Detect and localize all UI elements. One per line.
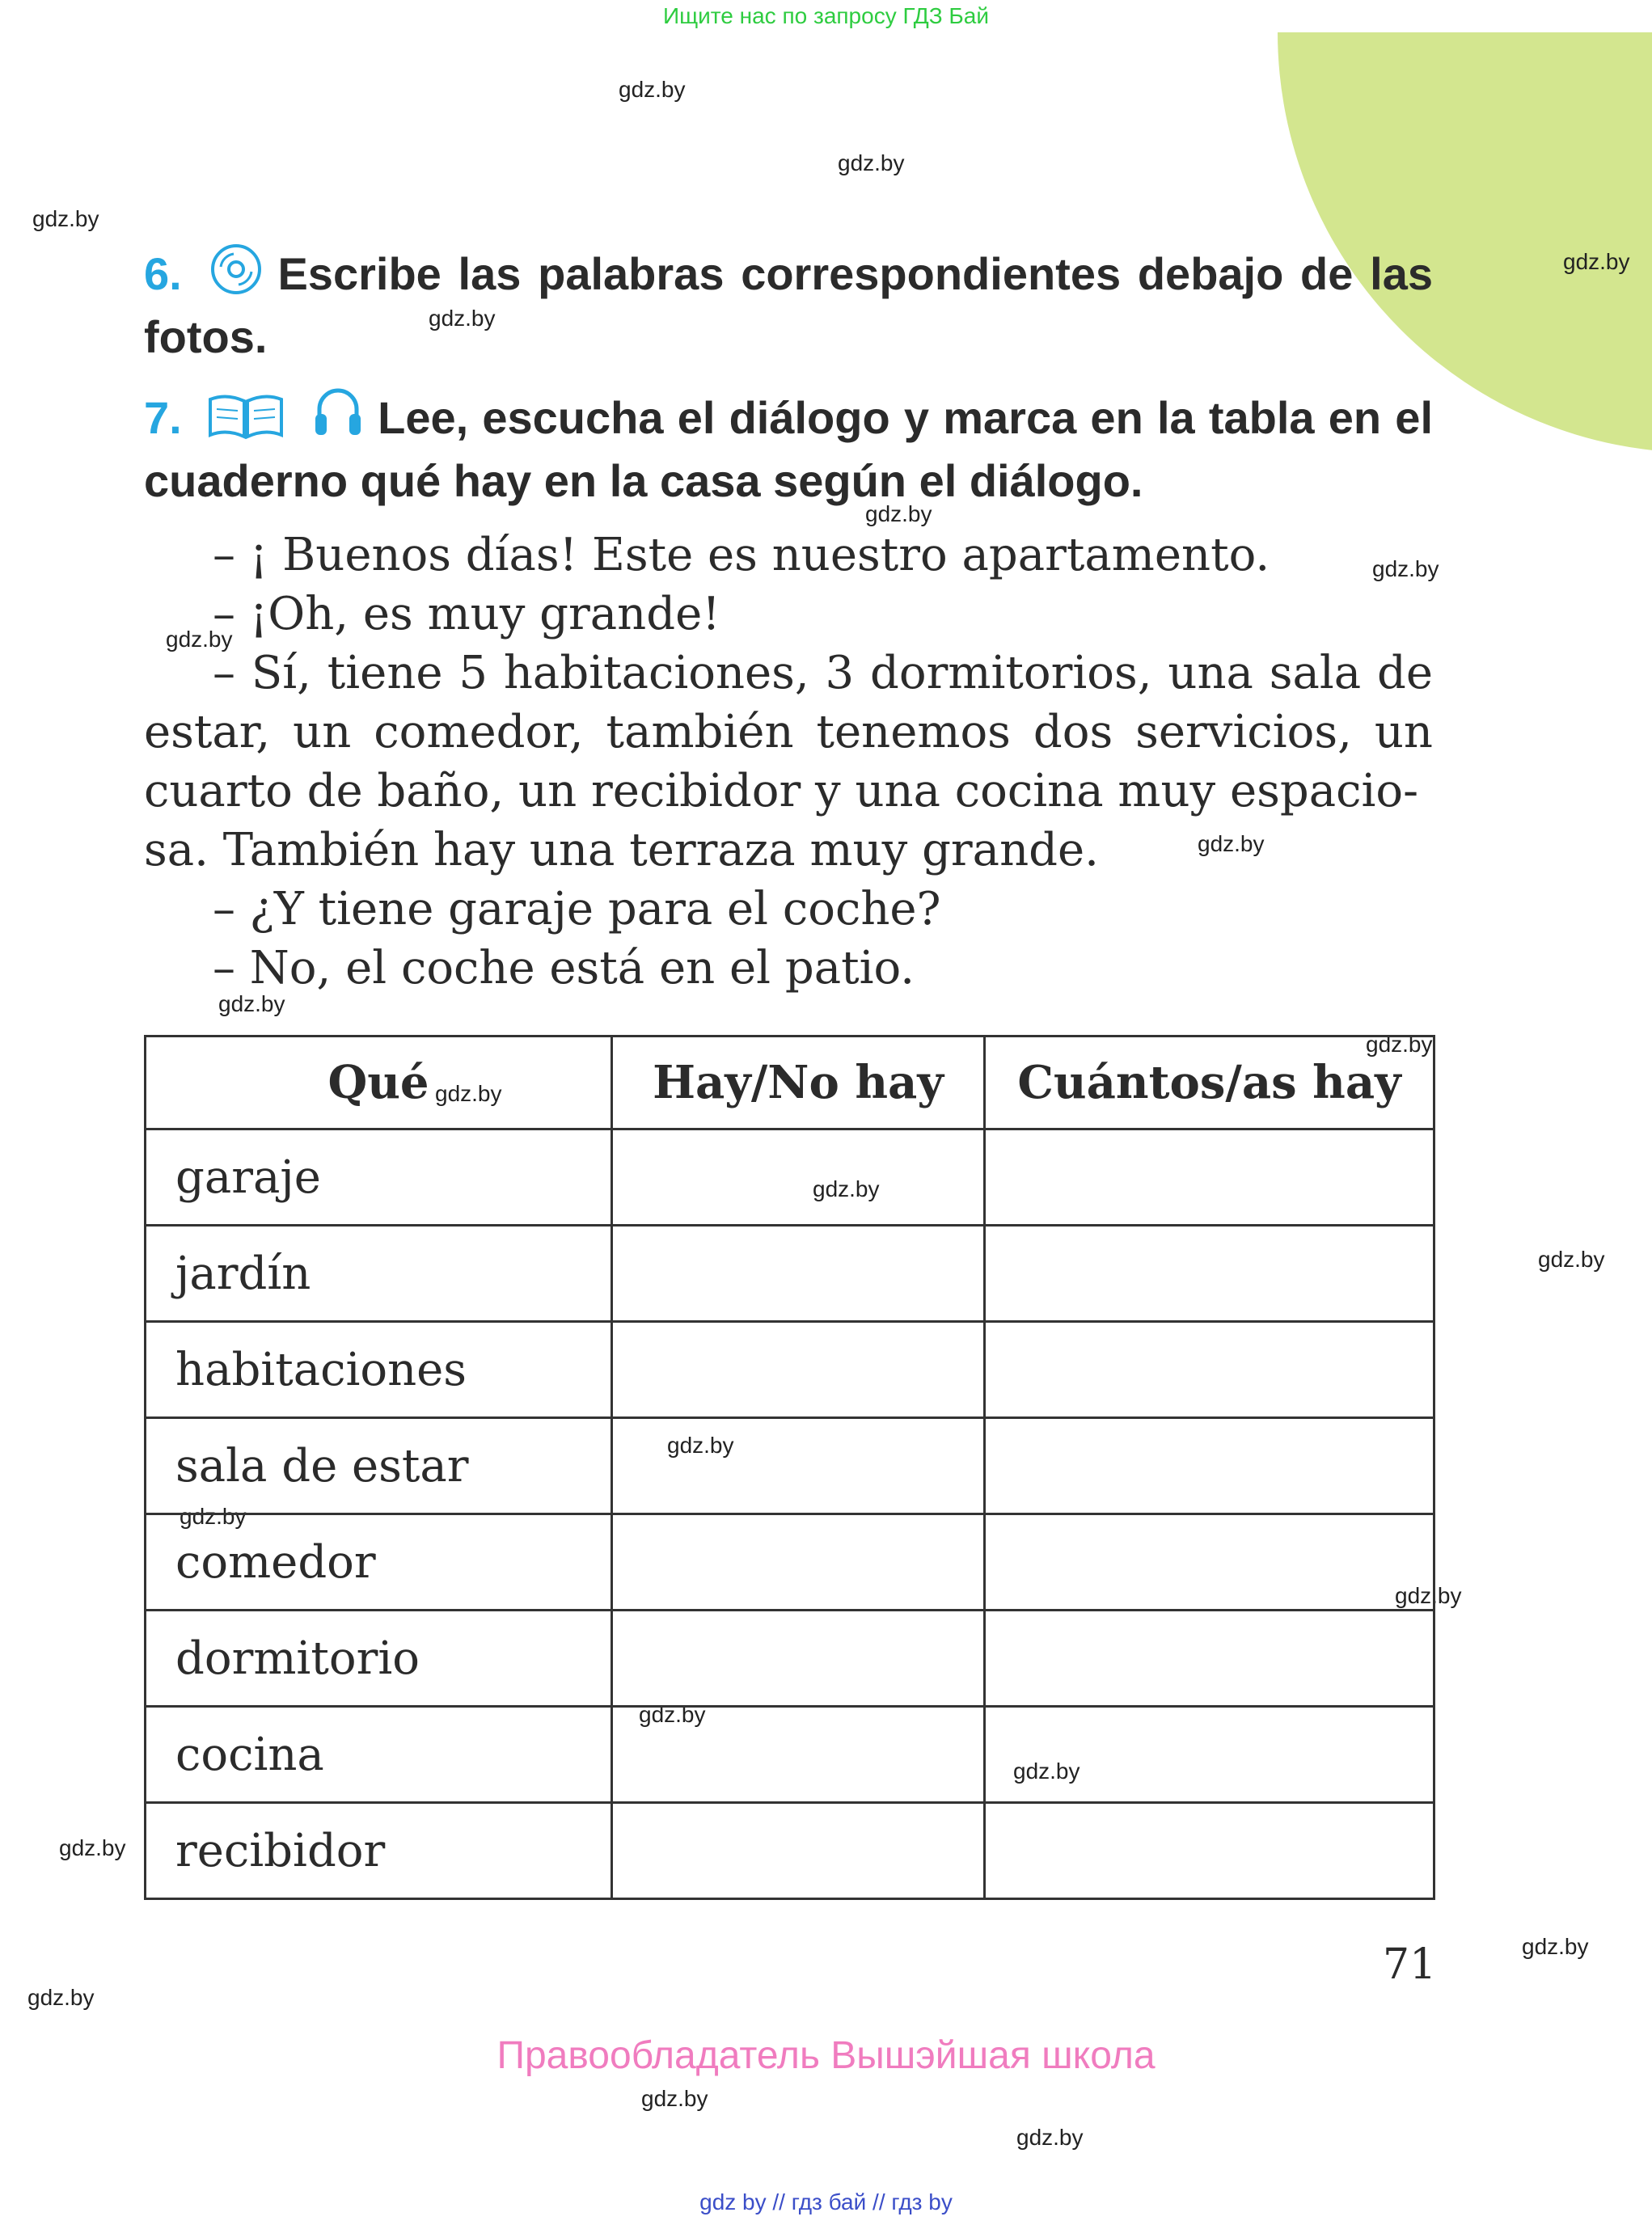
- table-row: [146, 1226, 1434, 1322]
- empty-cell: [985, 1707, 1434, 1803]
- top-banner[interactable]: Ищите нас по запросу ГДЗ Бай: [662, 3, 990, 28]
- empty-cell: [985, 1803, 1434, 1899]
- table-row: [146, 1418, 1434, 1514]
- task-7: [144, 383, 1433, 509]
- row-label: cocina: [146, 1707, 612, 1803]
- dialogue-line: – No, el coche está en el patio.: [213, 942, 915, 994]
- headphones-icon: [313, 383, 363, 453]
- column-header-cuantos: Cuántos/as hay: [985, 1037, 1434, 1129]
- empty-cell: [612, 1418, 985, 1514]
- watermark: gdz.by: [813, 1176, 880, 1201]
- watermark: gdz.by: [1366, 1032, 1433, 1057]
- table-row: [146, 1129, 1434, 1226]
- empty-cell: [985, 1322, 1434, 1418]
- row-label: dormitorio: [146, 1611, 612, 1707]
- watermark: gdz.by: [1198, 831, 1265, 856]
- dialogue-line: – ¡ Buenos días! Este es nuestro apartamento.: [213, 529, 1270, 581]
- watermark: gdz.by: [1563, 249, 1630, 274]
- watermark: gdz.by: [1395, 1583, 1462, 1608]
- watermark: gdz.by: [32, 206, 99, 231]
- empty-cell: [612, 1226, 985, 1322]
- watermark: gdz.by: [1016, 2125, 1084, 2150]
- task-6: [144, 243, 1433, 365]
- row-label: comedor: [146, 1514, 612, 1611]
- dialogue-line: – ¿Y tiene garaje para el coche?: [213, 883, 941, 935]
- row-label: jardín: [146, 1226, 612, 1322]
- dialogue-line: – Sí, tiene 5 habitaciones, 3 dormitorios, una sala de estar, un comedor, también tenemos dos servicios, un cuarto de baño, un recibidor y una cocina muy espacio-: [144, 647, 1433, 817]
- table-row: [146, 1611, 1434, 1707]
- copyright-notice: Правообладатель Вышэйшая школа: [496, 2034, 1156, 2077]
- dialogue-line: – ¡Oh, es muy grande!: [213, 588, 720, 640]
- row-label: habitaciones: [146, 1322, 612, 1418]
- task-number: 7.: [144, 392, 182, 443]
- watermark: gdz.by: [59, 1835, 126, 1860]
- empty-cell: [985, 1418, 1434, 1514]
- empty-cell: [985, 1226, 1434, 1322]
- dialogue-text: [144, 526, 1433, 998]
- task-text: Lee, escucha el diálogo y marca en la tabla en el cuaderno qué hay en la casa según el diálogo.: [144, 392, 1434, 506]
- empty-cell: [612, 1514, 985, 1611]
- row-label: recibidor: [146, 1803, 612, 1899]
- task-number: 6.: [144, 248, 182, 299]
- row-label: garaje: [146, 1129, 612, 1226]
- column-header-hay: Hay/No hay: [612, 1037, 985, 1129]
- cd-disc-icon: [209, 243, 263, 309]
- watermark: gdz.by: [166, 627, 233, 652]
- watermark: gdz.by: [667, 1433, 734, 1458]
- watermark: gdz.by: [865, 501, 932, 526]
- watermark: gdz.by: [1372, 556, 1439, 581]
- watermark: gdz.by: [619, 77, 686, 102]
- watermark: gdz.by: [639, 1702, 706, 1727]
- footer-links[interactable]: gdz by // гдз бай // гдз by: [699, 2189, 953, 2214]
- answer-table: [144, 1035, 1435, 1900]
- watermark: gdz.by: [429, 306, 496, 331]
- task-text: Escribe las palabras correspondientes debajo de las fotos.: [144, 248, 1433, 362]
- dialogue-line: sa. También hay una terraza muy grande.: [144, 824, 1099, 876]
- column-header-que: Qué: [146, 1037, 612, 1129]
- watermark: gdz.by: [641, 2086, 708, 2111]
- table-row: [146, 1803, 1434, 1899]
- watermark: gdz.by: [1522, 1934, 1589, 1959]
- row-label: sala de estar: [146, 1418, 612, 1514]
- empty-cell: [985, 1611, 1434, 1707]
- empty-cell: [612, 1611, 985, 1707]
- table-row: [146, 1707, 1434, 1803]
- table-header-row: [146, 1037, 1434, 1129]
- empty-cell: [985, 1129, 1434, 1226]
- empty-cell: [612, 1129, 985, 1226]
- watermark: gdz.by: [1013, 1758, 1080, 1784]
- watermark: gdz.by: [27, 1985, 95, 2010]
- empty-cell: [985, 1514, 1434, 1611]
- empty-cell: [612, 1707, 985, 1803]
- watermark: gdz.by: [838, 150, 905, 175]
- watermark: gdz.by: [435, 1081, 502, 1106]
- watermark: gdz.by: [1538, 1247, 1605, 1272]
- empty-cell: [612, 1322, 985, 1418]
- empty-cell: [612, 1803, 985, 1899]
- book-icon: [207, 391, 285, 453]
- page-number: 71: [1383, 1940, 1437, 1989]
- watermark: gdz.by: [180, 1504, 247, 1529]
- table-row: [146, 1514, 1434, 1611]
- table-row: [146, 1322, 1434, 1418]
- watermark: gdz.by: [218, 991, 285, 1016]
